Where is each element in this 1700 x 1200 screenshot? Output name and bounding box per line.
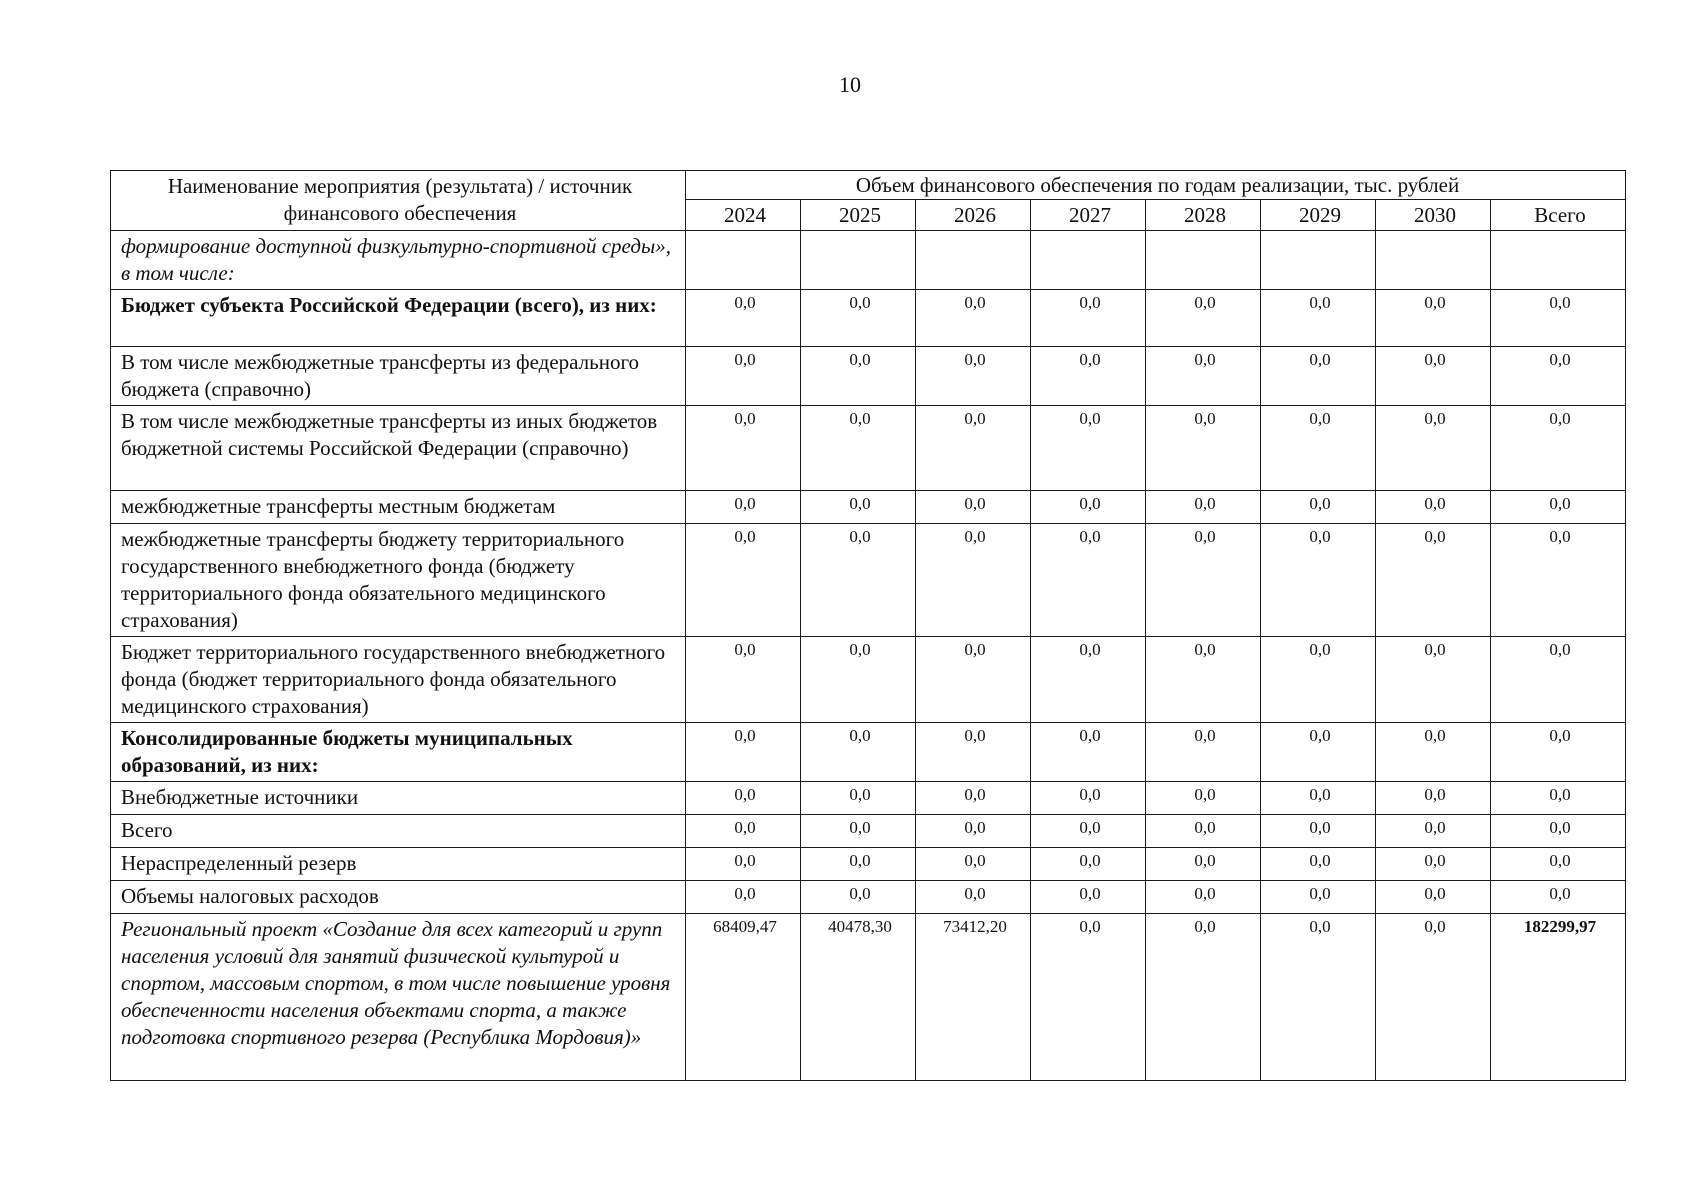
row-value-cell: 0,0 — [916, 637, 1031, 723]
row-total-cell — [1491, 231, 1626, 290]
row-value-cell: 0,0 — [1261, 881, 1376, 914]
row-value-cell: 68409,47 — [686, 914, 801, 1081]
row-name-cell: Всего — [111, 815, 686, 848]
row-value-cell: 0,0 — [916, 723, 1031, 782]
row-value-cell: 0,0 — [1376, 290, 1491, 347]
row-name-cell: межбюджетные трансферты местным бюджетам — [111, 491, 686, 524]
row-value-cell: 0,0 — [1031, 491, 1146, 524]
row-value-cell: 0,0 — [1146, 491, 1261, 524]
row-value-cell: 0,0 — [1376, 815, 1491, 848]
row-value-cell: 0,0 — [1376, 782, 1491, 815]
row-value-cell: 0,0 — [916, 782, 1031, 815]
row-value-cell: 0,0 — [801, 637, 916, 723]
row-value-cell: 0,0 — [1376, 914, 1491, 1081]
row-value-cell: 0,0 — [916, 848, 1031, 881]
row-value-cell: 0,0 — [1376, 637, 1491, 723]
table-row — [111, 782, 1626, 815]
row-value-cell: 0,0 — [1031, 848, 1146, 881]
row-name-cell: Бюджет субъекта Российской Федерации (всего), из них: — [111, 290, 686, 347]
row-value-cell — [1261, 231, 1376, 290]
row-value-cell: 0,0 — [1376, 524, 1491, 637]
row-value-cell: 0,0 — [1376, 406, 1491, 491]
row-value-cell: 0,0 — [1031, 723, 1146, 782]
row-value-cell: 0,0 — [1146, 815, 1261, 848]
row-name-cell: Консолидированные бюджеты муниципальных образований, из них: — [111, 723, 686, 782]
row-value-cell: 0,0 — [1261, 723, 1376, 782]
table-row — [111, 815, 1626, 848]
table-row — [111, 723, 1626, 782]
year-header: 2026 — [916, 200, 1031, 231]
row-value-cell: 0,0 — [1261, 637, 1376, 723]
row-value-cell: 0,0 — [1031, 815, 1146, 848]
row-total-cell: 0,0 — [1491, 815, 1626, 848]
row-value-cell: 0,0 — [1031, 406, 1146, 491]
row-total-cell: 0,0 — [1491, 782, 1626, 815]
row-value-cell: 0,0 — [686, 406, 801, 491]
row-value-cell: 0,0 — [916, 815, 1031, 848]
row-value-cell: 0,0 — [686, 491, 801, 524]
row-value-cell: 0,0 — [916, 491, 1031, 524]
row-value-cell: 0,0 — [1146, 524, 1261, 637]
row-value-cell: 0,0 — [1261, 815, 1376, 848]
row-total-cell: 0,0 — [1491, 881, 1626, 914]
row-name-cell: Региональный проект «Создание для всех категорий и групп населения условий для занятий физической культурой и спортом, массовым спортом, в том числе повышение уровня обеспеченности населения объектами спорта, а также подготовка спортивного резерва (Республика Мордовия)» — [111, 914, 686, 1081]
row-value-cell: 0,0 — [1261, 524, 1376, 637]
row-value-cell: 0,0 — [1146, 914, 1261, 1081]
table-row — [111, 231, 1626, 290]
row-total-cell: 0,0 — [1491, 347, 1626, 406]
row-value-cell: 0,0 — [1261, 290, 1376, 347]
row-value-cell — [801, 231, 916, 290]
row-value-cell: 0,0 — [801, 815, 916, 848]
row-value-cell — [1376, 231, 1491, 290]
row-value-cell: 0,0 — [1146, 637, 1261, 723]
row-value-cell: 0,0 — [1261, 406, 1376, 491]
row-total-cell: 0,0 — [1491, 491, 1626, 524]
row-value-cell: 0,0 — [1031, 524, 1146, 637]
row-name-cell: Нераспределенный резерв — [111, 848, 686, 881]
row-value-cell: 0,0 — [801, 524, 916, 637]
row-value-cell: 0,0 — [801, 491, 916, 524]
row-name-cell: В том числе межбюджетные трансферты из иных бюджетов бюджетной системы Российской Федерации (справочно) — [111, 406, 686, 491]
header-row-group — [111, 171, 1626, 200]
row-value-cell: 0,0 — [801, 782, 916, 815]
row-value-cell: 0,0 — [686, 637, 801, 723]
row-value-cell: 0,0 — [1261, 914, 1376, 1081]
table-row — [111, 347, 1626, 406]
row-value-cell: 0,0 — [916, 347, 1031, 406]
row-value-cell: 0,0 — [916, 406, 1031, 491]
row-value-cell: 0,0 — [1261, 848, 1376, 881]
table-row — [111, 881, 1626, 914]
row-value-cell: 0,0 — [686, 524, 801, 637]
row-value-cell: 0,0 — [686, 723, 801, 782]
table-row — [111, 637, 1626, 723]
row-value-cell: 0,0 — [1146, 406, 1261, 491]
row-value-cell: 0,0 — [686, 815, 801, 848]
row-name-cell: В том числе межбюджетные трансферты из федерального бюджета (справочно) — [111, 347, 686, 406]
table-row — [111, 406, 1626, 491]
row-total-cell: 0,0 — [1491, 637, 1626, 723]
row-value-cell: 0,0 — [1376, 848, 1491, 881]
table-row — [111, 290, 1626, 347]
row-value-cell: 0,0 — [1376, 491, 1491, 524]
row-value-cell: 0,0 — [801, 290, 916, 347]
row-name-cell: Объемы налоговых расходов — [111, 881, 686, 914]
row-name-cell: межбюджетные трансферты бюджету территориального государственного внебюджетного фонда (бюджету территориального фонда обязательного медицинского страхования) — [111, 524, 686, 637]
row-value-cell: 0,0 — [1146, 290, 1261, 347]
row-value-cell: 0,0 — [1146, 347, 1261, 406]
row-value-cell: 40478,30 — [801, 914, 916, 1081]
financing-table — [110, 170, 1626, 1081]
row-value-cell: 0,0 — [686, 782, 801, 815]
table-row — [111, 848, 1626, 881]
row-total-cell: 0,0 — [1491, 524, 1626, 637]
row-value-cell: 0,0 — [686, 848, 801, 881]
year-header: 2024 — [686, 200, 801, 231]
financing-group-header: Объем финансового обеспечения по годам реализации, тыс. рублей — [686, 171, 1626, 200]
row-value-cell: 0,0 — [1146, 848, 1261, 881]
row-value-cell: 0,0 — [1146, 723, 1261, 782]
row-value-cell: 0,0 — [1031, 347, 1146, 406]
table-row — [111, 524, 1626, 637]
row-name-cell: Бюджет территориального государственного внебюджетного фонда (бюджет территориального фонда обязательного медицинского страхования) — [111, 637, 686, 723]
row-value-cell: 0,0 — [801, 848, 916, 881]
year-header: 2025 — [801, 200, 916, 231]
year-header: 2027 — [1031, 200, 1146, 231]
row-total-cell: 0,0 — [1491, 723, 1626, 782]
name-column-header: Наименование мероприятия (результата) / источник финансового обеспечения — [111, 171, 686, 231]
row-total-cell: 0,0 — [1491, 406, 1626, 491]
row-value-cell — [1146, 231, 1261, 290]
row-value-cell: 0,0 — [1376, 881, 1491, 914]
row-value-cell: 0,0 — [1261, 491, 1376, 524]
row-value-cell: 73412,20 — [916, 914, 1031, 1081]
row-value-cell: 0,0 — [801, 406, 916, 491]
row-value-cell: 0,0 — [1031, 881, 1146, 914]
row-value-cell: 0,0 — [1031, 637, 1146, 723]
year-header: 2030 — [1376, 200, 1491, 231]
row-value-cell: 0,0 — [916, 881, 1031, 914]
row-value-cell: 0,0 — [916, 290, 1031, 347]
row-value-cell — [686, 231, 801, 290]
row-value-cell: 0,0 — [686, 347, 801, 406]
row-value-cell: 0,0 — [1031, 290, 1146, 347]
row-value-cell: 0,0 — [801, 723, 916, 782]
row-value-cell: 0,0 — [1261, 782, 1376, 815]
table-row — [111, 491, 1626, 524]
row-value-cell: 0,0 — [1146, 881, 1261, 914]
row-value-cell: 0,0 — [916, 524, 1031, 637]
row-name-cell: формирование доступной физкультурно-спортивной среды», в том числе: — [111, 231, 686, 290]
row-value-cell: 0,0 — [801, 347, 916, 406]
row-total-cell: 0,0 — [1491, 848, 1626, 881]
row-name-cell: Внебюджетные источники — [111, 782, 686, 815]
table-row — [111, 914, 1626, 1081]
row-value-cell: 0,0 — [1031, 782, 1146, 815]
row-total-cell: 182299,97 — [1491, 914, 1626, 1081]
year-header: 2029 — [1261, 200, 1376, 231]
row-value-cell: 0,0 — [1376, 723, 1491, 782]
row-value-cell: 0,0 — [686, 881, 801, 914]
row-value-cell: 0,0 — [1031, 914, 1146, 1081]
row-value-cell — [916, 231, 1031, 290]
year-header: 2028 — [1146, 200, 1261, 231]
row-value-cell: 0,0 — [686, 290, 801, 347]
row-value-cell: 0,0 — [1146, 782, 1261, 815]
row-value-cell: 0,0 — [1376, 347, 1491, 406]
page-number: 10 — [839, 72, 861, 97]
row-total-cell: 0,0 — [1491, 290, 1626, 347]
row-value-cell: 0,0 — [801, 881, 916, 914]
total-header: Всего — [1491, 200, 1626, 231]
row-value-cell: 0,0 — [1261, 347, 1376, 406]
row-value-cell — [1031, 231, 1146, 290]
table-body — [111, 231, 1626, 1081]
